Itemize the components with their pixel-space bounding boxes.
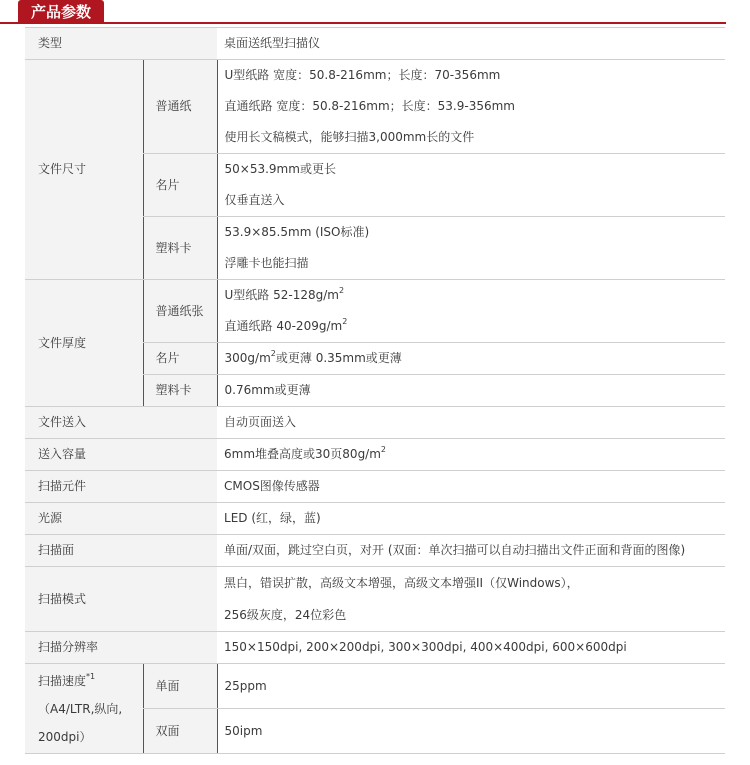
table-row	[25, 280, 725, 343]
value-line: 黑白，错误扩散，高级文本增强，高级文本增强II（仅Windows），	[224, 576, 579, 590]
value-line: 256级灰度，24位彩色	[224, 608, 347, 622]
row-value	[217, 567, 725, 632]
row-value: 6mm堆叠高度或30页$80g/m^2$	[217, 439, 725, 471]
sub-label: 普通纸张	[143, 280, 217, 343]
row-label: 光源	[25, 503, 217, 535]
row-value: 0.76mm或更薄	[217, 375, 725, 407]
value-line: U型纸路 $52-128g/m^2$	[224, 286, 345, 302]
value-line: 50×53.9mm或更长	[224, 162, 336, 176]
row-value	[217, 154, 725, 217]
table-row	[25, 407, 725, 439]
value-line: 使用长文稿模式，能够扫描3,000mm长的文件	[224, 130, 475, 144]
table-row	[25, 471, 725, 503]
value-line: 53.9×85.5mm (ISO标准)	[224, 225, 370, 239]
value-line: 仅垂直送入	[224, 193, 285, 207]
row-value: 150×150dpi, 200×200dpi, 300×300dpi, 400×400dpi, 600×600dpi	[217, 632, 725, 664]
row-value: $300g/m^2$或更薄 0.35mm或更薄	[217, 343, 725, 375]
row-label: 扫描模式	[25, 567, 217, 632]
speed-label: 扫描速度$^{*1}$	[38, 671, 96, 688]
spec-table	[25, 27, 725, 754]
sub-label: 塑料卡	[143, 375, 217, 407]
row-value	[217, 60, 725, 154]
row-label: 文件尺寸	[25, 60, 143, 280]
sub-label: 塑料卡	[143, 217, 217, 280]
row-label: 扫描分辨率	[25, 632, 217, 664]
table-row	[25, 60, 725, 154]
value-line: 直通纸路 $40-209g/m^2$	[224, 317, 348, 333]
sub-label: 双面	[143, 709, 217, 754]
row-value: 桌面送纸型扫描仪	[217, 28, 725, 60]
speed-note: （A4/LTR,纵向,	[38, 701, 123, 716]
row-label: 文件送入	[25, 407, 217, 439]
row-value: CMOS图像传感器	[217, 471, 725, 503]
row-value: 50ipm	[217, 709, 725, 754]
row-label: 扫描元件	[25, 471, 217, 503]
sub-label: 单面	[143, 664, 217, 709]
row-label	[25, 664, 143, 754]
row-value: 自动页面送入	[217, 407, 725, 439]
row-value: 25ppm	[217, 664, 725, 709]
row-label: 类型	[25, 28, 217, 60]
row-value	[217, 217, 725, 280]
speed-note: 200dpi）	[38, 729, 92, 744]
sub-label: 普通纸	[143, 60, 217, 154]
row-value	[217, 280, 725, 343]
row-label: 送入容量	[25, 439, 217, 471]
value-line: U型纸路 宽度：50.8-216mm；长度：70-356mm	[224, 68, 501, 82]
row-label: 文件厚度	[25, 280, 143, 407]
table-row	[25, 664, 725, 709]
sub-label: 名片	[143, 154, 217, 217]
table-row	[25, 567, 725, 632]
table-row	[25, 28, 725, 60]
table-row	[25, 439, 725, 471]
table-row	[25, 535, 725, 567]
value-line: 直通纸路 宽度：50.8-216mm；长度：53.9-356mm	[224, 99, 515, 113]
section-title: 产品参数	[18, 0, 104, 24]
table-row	[25, 503, 725, 535]
row-value: 单面/双面，跳过空白页，对开 (双面：单次扫描可以自动扫描出文件正面和背面的图像)	[217, 535, 725, 567]
row-value: LED (红，绿，蓝)	[217, 503, 725, 535]
row-label: 扫描面	[25, 535, 217, 567]
table-row	[25, 632, 725, 664]
sub-label: 名片	[143, 343, 217, 375]
section-header	[0, 0, 726, 24]
value-line: 浮雕卡也能扫描	[224, 256, 309, 270]
